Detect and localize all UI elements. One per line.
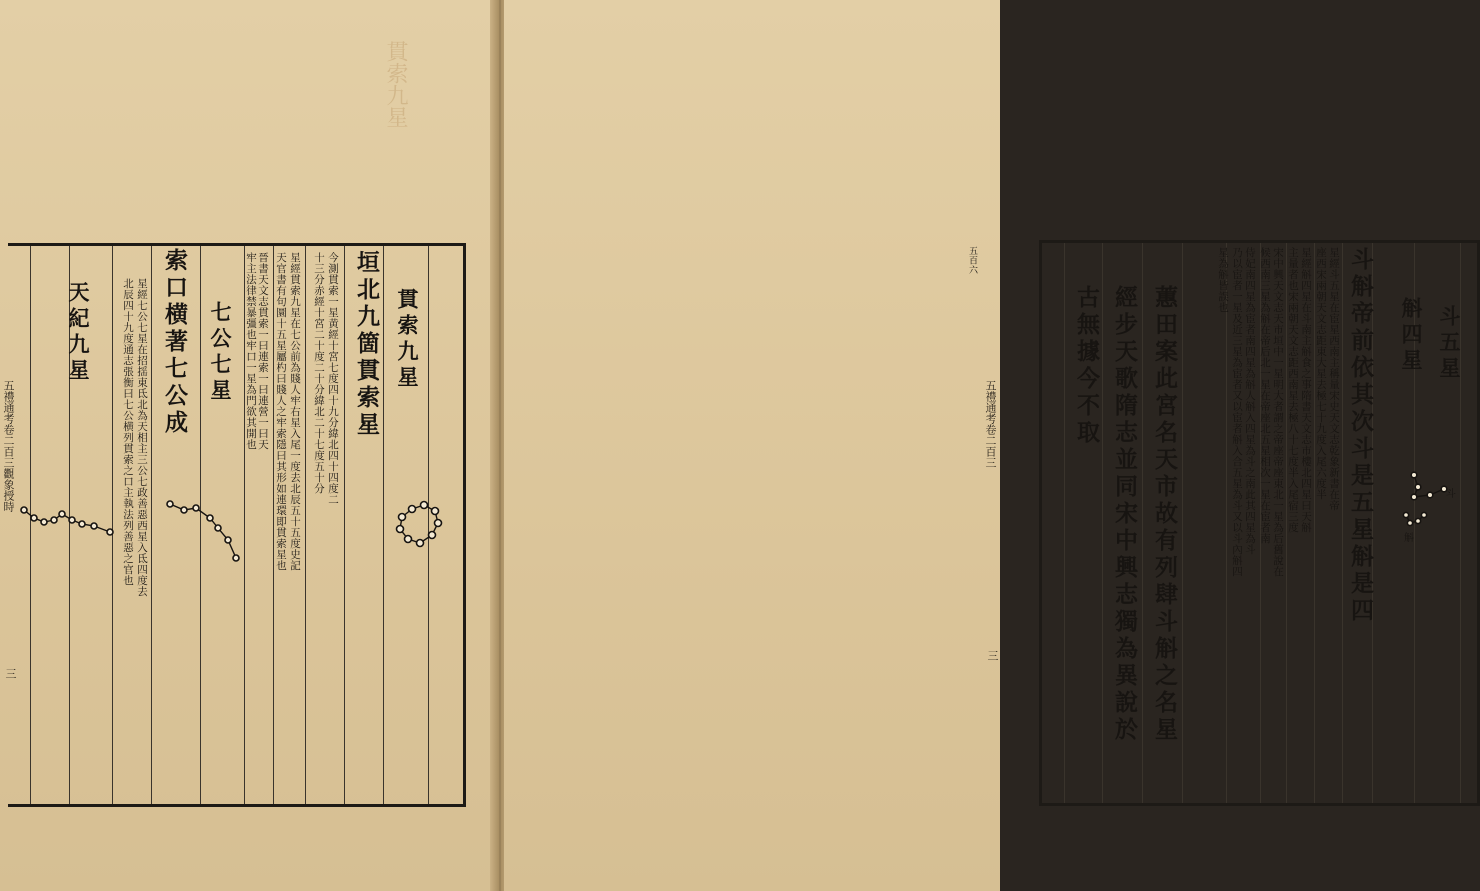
left-edge-page: 三 [4,668,17,679]
heading-qigong: 七公七星 [208,301,233,405]
commentary-1: 蕙田案此宮名天市故有列肆斗斛之名星 [1151,285,1178,744]
note-zhongxing-3: 侍妃南四星為宦者南四星為斛人斛入四星為斗之南此其四星為斗 [1244,247,1256,555]
guansuo-star-diagram [392,501,452,556]
note-hu-1: 星經斛四星在斗南主斛食之事隋書天文志市樓北四星曰天斛 [1300,247,1312,533]
note-qigong-2: 北辰四十九度通志張衡曰七公横列貫索之口主執法列善惡之官也 [122,278,134,586]
note-qigong-1: 星經七公七星在招揺東氐北為天相主三公七政善惡西星入氐四度去 [136,278,148,597]
verse-qigong: 索口横著七公成 [161,248,188,437]
right-page-frame [1039,240,1480,806]
note-dou-1: 星經斗五星在宦星西南主稱量宋史天文志乾象新書在帝 [1328,247,1340,511]
note-zhongxing-2: 候西南三星為斛在帝后北一星在帝座北五星相次一星在宦者南 [1259,247,1271,544]
commentary-2: 經步天歌隋志並同宋中興志獨為異說於 [1111,285,1138,744]
left-page-frame [8,243,466,807]
note-jinche-1: 今測貫索一星黄經十宮七度四十九分緯北四十四度二 [327,252,339,505]
note-jinche-2: 十三分赤經十宮二十度二十分緯北二十七度五十分 [313,252,325,494]
hu-star-label: 斛 [1404,533,1414,544]
heading-dou: 斗五星 [1437,305,1462,383]
note-jinshu-1: 晉書天文志貫索一曰連索一曰連營一曰天 [257,252,269,450]
verse-guansuo: 垣北九箇貫索星 [353,250,380,439]
right-page [504,0,1462,891]
tianji-star-diagram [20,504,120,534]
commentary-3: 古無據今不取 [1073,285,1100,447]
note-xingjing-2: 天官書有句圜十五星屬杓曰賤人之牢索隱曰其形如連環即貫索星也 [275,252,287,571]
qigong-star-diagram [166,498,246,568]
note-jinshu-2: 牢主法律禁暴彊也牢口一星為門欲其開也 [245,252,257,450]
left-page: 貫索九星 貫索九星 垣北九箇貫索星 今測貫索一星黄經十宮七度四十九分緯北四十四度二 十三分赤經十宮二十度二十分緯北二十七度五十分 星經貫索九星在七公前為賤人牢右星入尾一度去北辰五十五度史記 天官書有句圜十五星屬杓曰賤人之牢索隱曰其形如連環即貫索星也 晉書天文志貫索一曰連索一曰連營一曰天 牢主法律禁暴彊也牢口一星為門欲其開也 七公七星 索口横著七公成 星經七公七星在招揺東氐北為天相主三公七政善惡西星入氐四度去 北辰四十九度通志張衡曰七公横列貫索之口主執法列善惡之官也 天紀九星 五禮通考卷二百三觀象授時 三 [0,0,496,891]
verse-douhu: 斗斛帝前依其次斗是五星斛是四 [1347,247,1374,625]
note-hu-2: 主量者也宋兩朝天文志距西南星去極八十七度半入尾宿三度 [1287,247,1299,533]
note-zhongxing-4: 乃以宦者一星及近三星為宦者又以宦者斛入合五星為斗又以斗內斛四 [1231,247,1243,577]
right-edge-page: 三 [986,650,999,661]
note-xingjing-1: 星經貫索九星在七公前為賤人牢右星入尾一度去北辰五十五度史記 [289,252,301,571]
note-zhongxing-5: 星為斛皆誤也 [1217,247,1229,313]
right-edge-title: 五禮通考卷二百三 [984,380,997,468]
heading-tianji: 天紀九星 [66,281,91,385]
heading-hu: 斛四星 [1399,297,1424,375]
left-edge-title: 五禮通考卷二百三觀象授時 [2,380,15,512]
heading-guansuo: 貫索九星 [395,288,420,392]
dou-star-label: 斗 [1446,489,1456,500]
corner-mark: 五百六 [967,246,977,275]
note-zhongxing-1: 宋中興天文志天市垣中一星明大者謂之帝座帝座東北一星為后舊說在 [1272,247,1284,577]
note-dou-2: 座西宋兩朝天文志距東大星去極七十九度入尾六度半 [1315,247,1327,500]
